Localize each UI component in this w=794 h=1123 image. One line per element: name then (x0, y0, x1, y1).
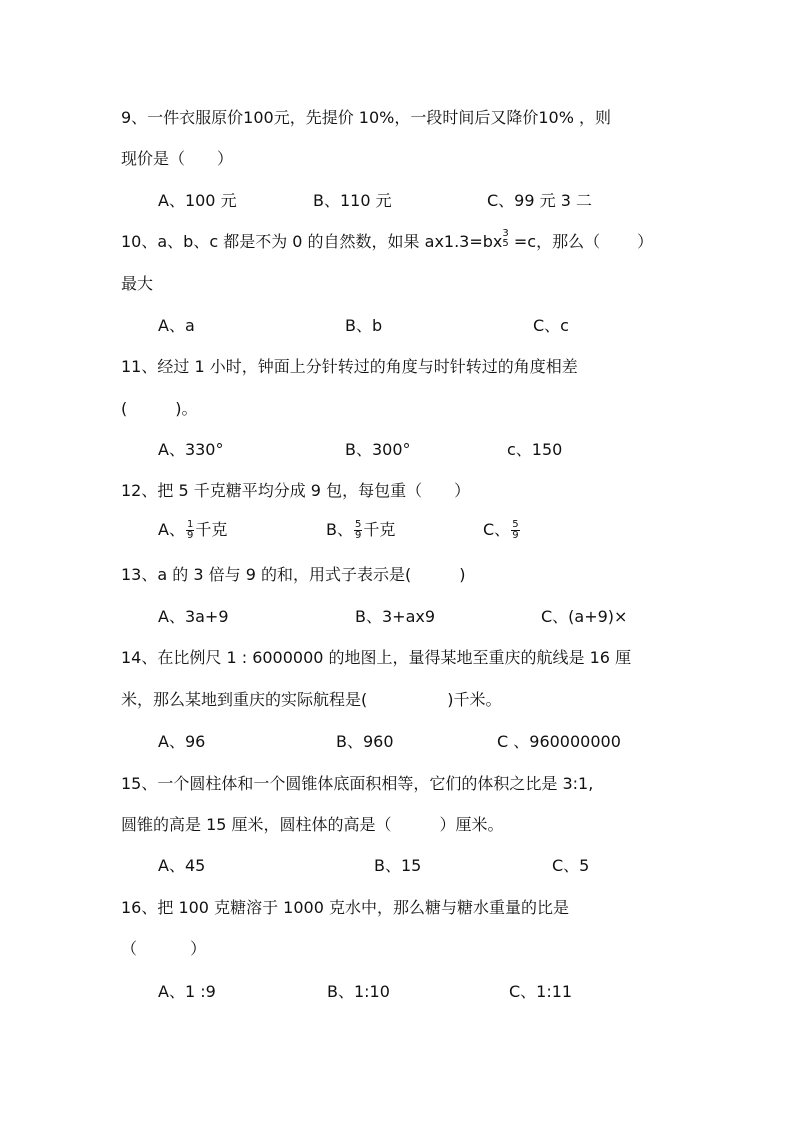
q12-option-a (158, 520, 227, 541)
q10-stem-line2: 最大 (121, 274, 154, 293)
q10-option-b: B、b (345, 316, 383, 335)
q16-option-a: A、1 :9 (158, 982, 216, 1001)
q15-stem-line2: 圆锥的高是 15 厘米，圆柱体的高是（ ）厘米。 (121, 815, 504, 834)
q15-option-a: A、45 (158, 856, 206, 875)
q12-a-label: A、 (158, 520, 185, 539)
q14-stem-line1: 14、在比例尺 1 : 6000000 的地图上，量得某地至重庆的航线是 16 厘 (121, 648, 632, 667)
q14-option-b: B、960 (336, 732, 394, 751)
q9-stem-line1: 9、一件衣服原价100元，先提价 10%，一段时间后又降价10% ，则 (121, 108, 612, 127)
q15-option-c: C、5 (552, 856, 590, 875)
q16-option-b: B、1:10 (327, 982, 390, 1001)
q10-stem-post: =c，那么（ ） (508, 232, 654, 251)
q12-a-fraction (186, 520, 194, 541)
q10-option-a: A、a (158, 316, 195, 335)
q12-b-fraction (354, 520, 362, 541)
q15-option-b: B、15 (374, 856, 422, 875)
q16-option-c: C、1:11 (509, 982, 573, 1001)
q11-option-c: c、150 (507, 440, 563, 459)
q12-b-unit: 千克 (363, 520, 396, 539)
q11-option-b: B、300° (345, 440, 411, 459)
q16-stem-line2: （ ） (121, 939, 207, 958)
q14-option-a: A、96 (158, 732, 206, 751)
q12-a-unit: 千克 (195, 520, 228, 539)
q13-stem-line1: 13、a 的 3 倍与 9 的和，用式子表示是( ) (121, 565, 466, 584)
q11-option-a: A、330° (158, 440, 224, 459)
q9-option-b: B、110 元 (313, 191, 392, 210)
q9-stem-line2: 现价是（ ） (121, 149, 234, 168)
q12-option-c (483, 520, 521, 541)
q10-option-c: C、c (533, 316, 569, 335)
q10-stem-pre: 10、a、b、c 都是不为 0 的自然数，如果 ax1.3=bx (121, 232, 503, 251)
q12-c-den: 9 (512, 530, 519, 541)
q12-stem-line1: 12、把 5 千克糖平均分成 9 包，每包重（ ） (121, 481, 471, 500)
q12-a-den: 9 (186, 530, 194, 541)
q15-stem-line1: 15、一个圆柱体和一个圆锥体底面积相等，它们的体积之比是 3:1, (121, 774, 594, 793)
q11-stem-line2: ( )。 (121, 399, 198, 418)
q10-frac-den: 5 (502, 237, 509, 249)
q12-c-num: 5 (512, 519, 519, 530)
q12-b-den: 9 (354, 530, 362, 541)
q12-b-num: 5 (354, 519, 362, 530)
q16-stem-line1: 16、把 100 克糖溶于 1000 克水中，那么糖与糖水重量的比是 (121, 898, 569, 917)
q12-b-label: B、 (326, 520, 353, 539)
q12-c-label: C、 (483, 520, 511, 539)
q13-option-c: C、(a+9)× (541, 607, 628, 626)
q9-option-c: C、99 元 3 二 (487, 191, 592, 210)
q12-a-num: 1 (186, 519, 194, 530)
q10-frac-num: 3 (502, 227, 509, 239)
q12-c-fraction (511, 520, 519, 541)
q13-option-a: A、3a+9 (158, 607, 229, 626)
q14-stem-line2: 米，那么某地到重庆的实际航程是( )千米。 (121, 690, 502, 709)
q13-option-b: B、3+ax9 (355, 607, 436, 626)
q12-option-b (326, 520, 395, 541)
q14-option-c: C 、960000000 (497, 732, 621, 751)
q10-stem-line1 (121, 227, 654, 253)
q9-option-a: A、100 元 (158, 191, 237, 210)
q10-fraction (502, 229, 508, 249)
q11-stem-line1: 11、经过 1 小时，钟面上分针转过的角度与时针转过的角度相差 (121, 357, 578, 376)
